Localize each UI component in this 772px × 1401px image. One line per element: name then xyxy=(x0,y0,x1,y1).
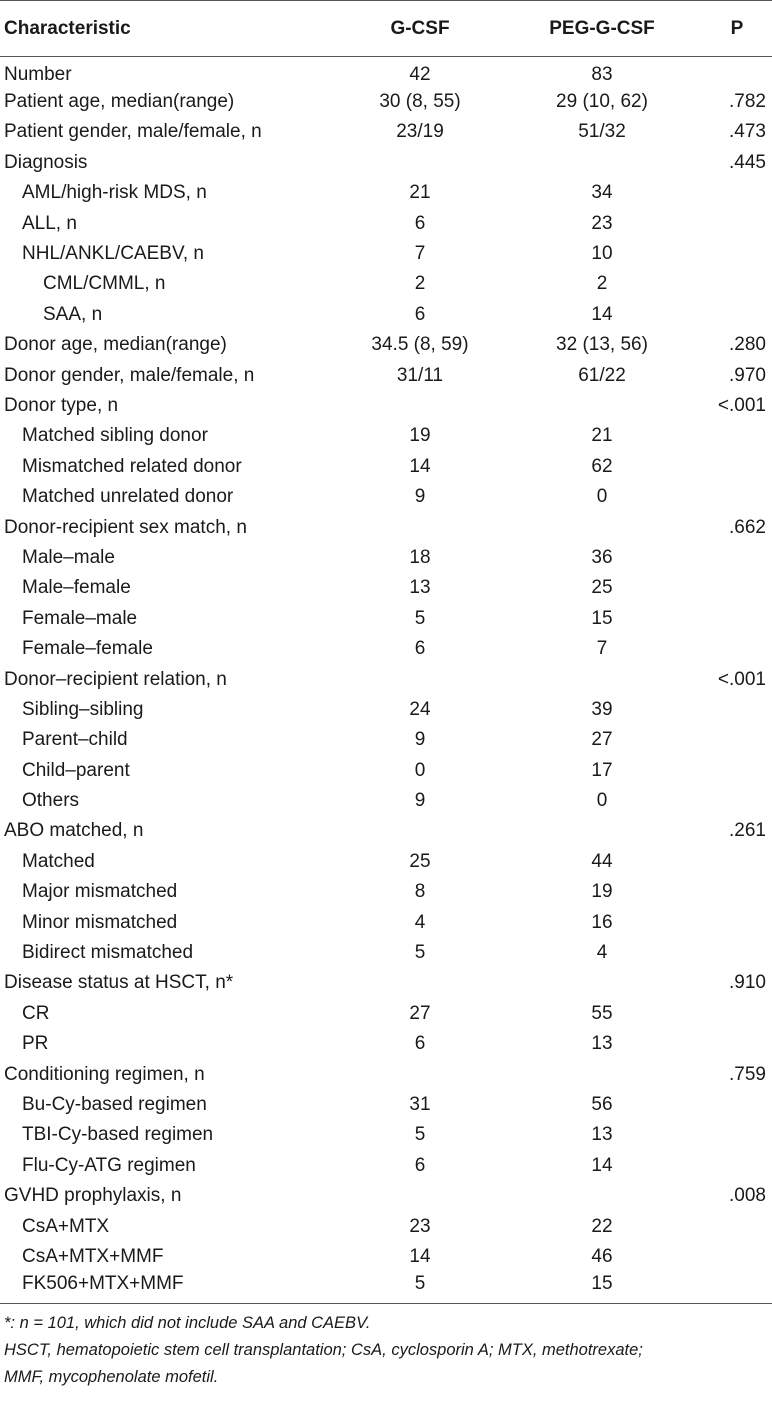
table-row xyxy=(0,786,772,816)
table-row xyxy=(0,573,772,603)
g-csf-value xyxy=(338,391,502,421)
peg-g-csf-value: 62 xyxy=(591,455,613,477)
table-row xyxy=(0,604,772,634)
p-value: .970 xyxy=(729,364,766,386)
peg-g-csf-value: 32 (13, 56) xyxy=(556,334,648,356)
p-value xyxy=(702,573,772,603)
g-csf-value: 31/11 xyxy=(396,364,444,386)
g-csf-value xyxy=(338,968,502,998)
g-csf-value: 18 xyxy=(409,546,431,568)
row-label: Sibling–sibling xyxy=(22,698,144,720)
peg-g-csf-value: 15 xyxy=(591,607,613,629)
p-value xyxy=(702,999,772,1029)
table-row xyxy=(0,1242,772,1272)
g-csf-value xyxy=(338,816,502,846)
peg-g-csf-value: 21 xyxy=(591,425,613,447)
p-value xyxy=(702,877,772,907)
g-csf-value: 34.5 (8, 59) xyxy=(371,334,469,356)
peg-g-csf-value: 0 xyxy=(596,486,608,508)
g-csf-value: 13 xyxy=(409,577,431,599)
row-label: Patient age, median(range) xyxy=(4,91,235,113)
table-row xyxy=(0,847,772,877)
p-value xyxy=(702,907,772,937)
p-value xyxy=(702,208,772,238)
header-g-csf: G-CSF xyxy=(338,1,502,57)
p-value xyxy=(702,938,772,968)
g-csf-value: 8 xyxy=(414,881,426,903)
g-csf-value: 6 xyxy=(414,303,426,325)
peg-g-csf-value: 13 xyxy=(591,1033,613,1055)
g-csf-value: 14 xyxy=(409,1245,431,1267)
table-row xyxy=(0,755,772,785)
table-row xyxy=(0,1181,772,1211)
peg-g-csf-value: 34 xyxy=(591,182,613,204)
table-row xyxy=(0,1029,772,1059)
header-peg-g-csf: PEG-G-CSF xyxy=(502,1,702,57)
table-row xyxy=(0,877,772,907)
header-characteristic: Characteristic xyxy=(0,1,338,57)
row-label: Donor–recipient relation, n xyxy=(4,668,227,690)
g-csf-value: 0 xyxy=(414,759,426,781)
peg-g-csf-value: 83 xyxy=(591,63,613,85)
row-label: Others xyxy=(22,790,80,812)
peg-g-csf-value: 14 xyxy=(591,1154,613,1176)
p-value: <.001 xyxy=(717,668,766,690)
peg-g-csf-value xyxy=(502,816,702,846)
peg-g-csf-value: 44 xyxy=(591,850,613,872)
peg-g-csf-value xyxy=(502,1059,702,1089)
p-value xyxy=(702,755,772,785)
g-csf-value: 9 xyxy=(414,729,426,751)
row-label: ABO matched, n xyxy=(4,820,144,842)
peg-g-csf-value: 13 xyxy=(591,1124,613,1146)
g-csf-value: 42 xyxy=(409,63,431,85)
header-p: P xyxy=(702,1,772,57)
row-label: Conditioning regimen, n xyxy=(4,1063,205,1085)
table-row xyxy=(0,1211,772,1241)
p-value: .008 xyxy=(729,1185,766,1207)
peg-g-csf-value: 16 xyxy=(591,911,613,933)
p-value: .473 xyxy=(729,121,766,143)
row-label: FK506+MTX+MMF xyxy=(22,1273,184,1295)
peg-g-csf-value: 0 xyxy=(596,790,608,812)
p-value xyxy=(702,452,772,482)
row-label: Patient gender, male/female, n xyxy=(4,121,262,143)
table-row xyxy=(0,907,772,937)
table-row xyxy=(0,482,772,512)
table-row xyxy=(0,634,772,664)
g-csf-value: 9 xyxy=(414,790,426,812)
peg-g-csf-value xyxy=(502,391,702,421)
peg-g-csf-value: 22 xyxy=(591,1215,613,1237)
table-row xyxy=(0,938,772,968)
row-label: Bu-Cy-based regimen xyxy=(22,1093,207,1115)
p-value xyxy=(702,421,772,451)
peg-g-csf-value: 19 xyxy=(591,881,613,903)
row-label: Male–male xyxy=(22,546,115,568)
p-value: .662 xyxy=(729,516,766,538)
peg-g-csf-value: 25 xyxy=(591,577,613,599)
g-csf-value: 19 xyxy=(409,425,431,447)
p-value: .910 xyxy=(729,972,766,994)
g-csf-value: 24 xyxy=(409,698,431,720)
p-value xyxy=(702,1090,772,1120)
p-value xyxy=(702,1272,772,1302)
peg-g-csf-value: 14 xyxy=(591,303,613,325)
p-value: .445 xyxy=(729,151,766,173)
row-label: Matched xyxy=(22,850,95,872)
p-value xyxy=(702,300,772,330)
p-value xyxy=(702,786,772,816)
p-value xyxy=(702,634,772,664)
row-label: Minor mismatched xyxy=(22,911,178,933)
g-csf-value: 6 xyxy=(414,1154,426,1176)
table-row xyxy=(0,57,772,87)
peg-g-csf-value: 39 xyxy=(591,698,613,720)
g-csf-value: 5 xyxy=(414,1124,426,1146)
p-value xyxy=(702,482,772,512)
table-row xyxy=(0,968,772,998)
row-label: Female–male xyxy=(22,607,138,629)
g-csf-value xyxy=(338,148,502,178)
table-row xyxy=(0,117,772,147)
p-value xyxy=(702,543,772,573)
peg-g-csf-value: 17 xyxy=(591,759,613,781)
table-row xyxy=(0,391,772,421)
row-label: ALL, n xyxy=(22,212,77,234)
row-label: Disease status at HSCT, n* xyxy=(4,972,234,994)
g-csf-value: 6 xyxy=(414,212,426,234)
peg-g-csf-value xyxy=(502,512,702,542)
row-label: Child–parent xyxy=(22,759,130,781)
table-row xyxy=(0,239,772,269)
table-body xyxy=(0,57,772,1303)
header-row xyxy=(0,1,772,57)
table-row xyxy=(0,999,772,1029)
peg-g-csf-value: 2 xyxy=(596,273,608,295)
p-value xyxy=(702,847,772,877)
p-value xyxy=(702,695,772,725)
peg-g-csf-value: 7 xyxy=(596,638,608,660)
peg-g-csf-value: 46 xyxy=(591,1245,613,1267)
peg-g-csf-value: 36 xyxy=(591,546,613,568)
p-value: .261 xyxy=(729,820,766,842)
table-row xyxy=(0,1120,772,1150)
row-label: Diagnosis xyxy=(4,151,88,173)
p-value: <.001 xyxy=(717,394,766,416)
row-label: Mismatched related donor xyxy=(22,455,242,477)
p-value xyxy=(702,725,772,755)
table-row xyxy=(0,269,772,299)
g-csf-value: 5 xyxy=(414,607,426,629)
footnote-1: *: n = 101, which did not include SAA and CAEBV. xyxy=(4,1313,371,1332)
row-label: PR xyxy=(22,1033,49,1055)
table-row xyxy=(0,330,772,360)
row-label: Bidirect mismatched xyxy=(22,942,194,964)
row-label: GVHD prophylaxis, n xyxy=(4,1185,182,1207)
table-row xyxy=(0,512,772,542)
row-label: Major mismatched xyxy=(22,881,178,903)
g-csf-value xyxy=(338,512,502,542)
table-row xyxy=(0,87,772,117)
table-row xyxy=(0,421,772,451)
g-csf-value: 21 xyxy=(409,182,431,204)
table-row xyxy=(0,1059,772,1089)
g-csf-value: 6 xyxy=(414,1033,426,1055)
row-label: SAA, n xyxy=(43,303,103,325)
table-row xyxy=(0,1090,772,1120)
p-value xyxy=(702,1029,772,1059)
row-label: NHL/ANKL/CAEBV, n xyxy=(22,243,204,265)
g-csf-value xyxy=(338,664,502,694)
row-label: CML/CMML, n xyxy=(43,273,166,295)
table-row xyxy=(0,208,772,238)
table-row xyxy=(0,1151,772,1181)
p-value xyxy=(702,1211,772,1241)
g-csf-value: 27 xyxy=(409,1002,431,1024)
p-value xyxy=(702,1151,772,1181)
footnotes xyxy=(0,1304,772,1391)
p-value xyxy=(702,1242,772,1272)
peg-g-csf-value xyxy=(502,148,702,178)
row-label: Number xyxy=(4,63,72,85)
p-value xyxy=(702,57,772,87)
table-row xyxy=(0,300,772,330)
table-row xyxy=(0,1272,772,1302)
peg-g-csf-value: 27 xyxy=(591,729,613,751)
p-value: .782 xyxy=(729,91,766,113)
g-csf-value: 4 xyxy=(414,911,426,933)
peg-g-csf-value: 15 xyxy=(591,1273,613,1295)
peg-g-csf-value: 29 (10, 62) xyxy=(556,91,648,113)
peg-g-csf-value xyxy=(502,1181,702,1211)
row-label: Flu-Cy-ATG regimen xyxy=(22,1154,196,1176)
row-label: Donor type, n xyxy=(4,394,119,416)
g-csf-value: 9 xyxy=(414,486,426,508)
g-csf-value xyxy=(338,1059,502,1089)
p-value xyxy=(702,269,772,299)
g-csf-value: 5 xyxy=(414,942,426,964)
footnote-3: MMF, mycophenolate mofetil. xyxy=(4,1367,219,1386)
row-label: CsA+MTX xyxy=(22,1215,110,1237)
table-header xyxy=(0,1,772,57)
g-csf-value xyxy=(338,1181,502,1211)
table-row xyxy=(0,360,772,390)
table-row xyxy=(0,178,772,208)
row-label: Donor-recipient sex match, n xyxy=(4,516,247,538)
p-value: .280 xyxy=(729,334,766,356)
table-row xyxy=(0,148,772,178)
p-value: .759 xyxy=(729,1063,766,1085)
peg-g-csf-value: 56 xyxy=(591,1093,613,1115)
peg-g-csf-value xyxy=(502,664,702,694)
g-csf-value: 6 xyxy=(414,638,426,660)
row-label: Male–female xyxy=(22,577,131,599)
peg-g-csf-value: 55 xyxy=(591,1002,613,1024)
g-csf-value: 7 xyxy=(414,243,426,265)
table-row xyxy=(0,695,772,725)
table-row xyxy=(0,725,772,755)
row-label: CsA+MTX+MMF xyxy=(22,1245,164,1267)
g-csf-value: 23 xyxy=(409,1215,431,1237)
g-csf-value: 2 xyxy=(414,273,426,295)
peg-g-csf-value: 51/32 xyxy=(578,121,626,143)
table-row xyxy=(0,452,772,482)
row-label: Donor gender, male/female, n xyxy=(4,364,255,386)
g-csf-value: 23/19 xyxy=(396,121,444,143)
p-value xyxy=(702,178,772,208)
row-label: CR xyxy=(22,1002,50,1024)
row-label: Matched sibling donor xyxy=(22,425,208,447)
table-row xyxy=(0,816,772,846)
footnote-2: HSCT, hematopoietic stem cell transplantation; CsA, cyclosporin A; MTX, methotrexate; xyxy=(4,1340,643,1359)
row-label: TBI-Cy-based regimen xyxy=(22,1124,214,1146)
table-row xyxy=(0,543,772,573)
row-label: Parent–child xyxy=(22,729,128,751)
row-label: AML/high-risk MDS, n xyxy=(22,182,207,204)
peg-g-csf-value: 10 xyxy=(591,243,613,265)
row-label: Donor age, median(range) xyxy=(4,334,227,356)
row-label: Matched unrelated donor xyxy=(22,486,234,508)
g-csf-value: 30 (8, 55) xyxy=(379,91,461,113)
peg-g-csf-value: 4 xyxy=(596,942,608,964)
table-row xyxy=(0,664,772,694)
peg-g-csf-value: 23 xyxy=(591,212,613,234)
g-csf-value: 5 xyxy=(414,1273,426,1295)
row-label: Female–female xyxy=(22,638,153,660)
g-csf-value: 14 xyxy=(409,455,431,477)
p-value xyxy=(702,239,772,269)
peg-g-csf-value xyxy=(502,968,702,998)
p-value xyxy=(702,1120,772,1150)
g-csf-value: 31 xyxy=(409,1093,431,1115)
g-csf-value: 25 xyxy=(409,850,431,872)
p-value xyxy=(702,604,772,634)
peg-g-csf-value: 61/22 xyxy=(578,364,626,386)
